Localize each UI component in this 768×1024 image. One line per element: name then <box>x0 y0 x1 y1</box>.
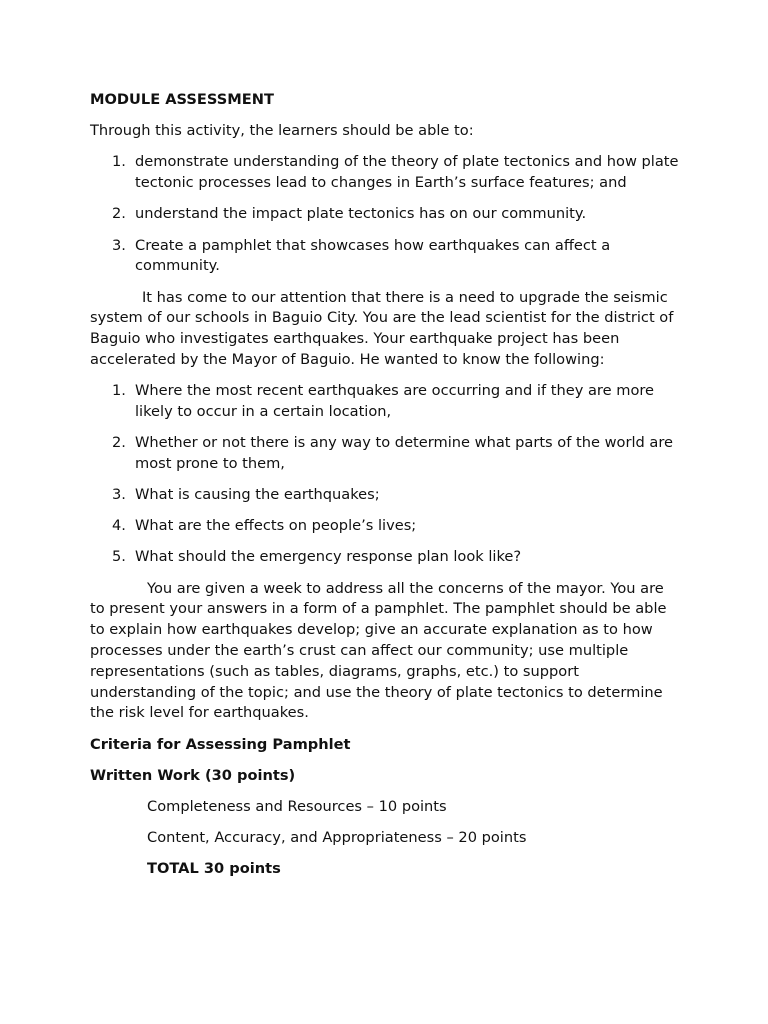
page-title: MODULE ASSESSMENT <box>90 91 274 108</box>
list-item <box>90 381 682 423</box>
list-number: 1. <box>112 382 126 400</box>
list-item-text: What are the effects on people’s lives; <box>135 517 417 535</box>
written-work-heading: Written Work (30 points) <box>90 766 296 784</box>
criteria-item-content: Content, Accuracy, and Appropriateness – 20 points <box>147 829 527 847</box>
task-paragraph: You are given a week to address all the concerns of the mayor. You are to present your answers in a form of a pamphlet. The pamphlet should be able to explain how earthquakes develop; give an accurate explanation as to how processes under the earth’s crust can affect our community; use multiple representations (such as tables, diagrams, graphs, etc.) to support understanding of the topic; and use the theory of plate tectonics to determine the risk level for earthquakes. <box>90 579 667 722</box>
list-item-text: What should the emergency response plan look like? <box>135 548 522 566</box>
list-item-text: Where the most recent earthquakes are occurring and if they are more likely to occur in a certain location, <box>135 382 655 420</box>
list-item <box>90 152 682 194</box>
criteria-item-completeness: Completeness and Resources – 10 points <box>147 797 447 815</box>
list-number: 1. <box>112 153 126 171</box>
criteria-heading: Criteria for Assessing Pamphlet <box>90 735 351 753</box>
list-item-text: Create a pamphlet that showcases how earthquakes can affect a community. <box>135 236 611 275</box>
document-page <box>90 90 682 891</box>
list-item <box>90 547 682 568</box>
questions-list <box>90 381 682 568</box>
intro-text: Through this activity, the learners should be able to: <box>90 122 474 140</box>
list-number: 2. <box>112 205 126 223</box>
list-item <box>90 236 682 278</box>
list-item-text: Whether or not there is any way to determine what parts of the world are most prone to them, <box>135 434 674 472</box>
scenario-paragraph: It has come to our attention that there is a need to upgrade the seismic system of our schools in Baguio City. You are the lead scientist for the district of Baguio who investigates earthquakes. Your earthquake project has been accelerated by the Mayor of Baguio. He wanted to know the following: <box>90 288 674 368</box>
objectives-list <box>90 152 682 277</box>
list-number: 3. <box>112 236 126 254</box>
total-points: TOTAL 30 points <box>147 860 281 878</box>
list-item <box>90 204 682 225</box>
list-number: 4. <box>112 517 126 535</box>
list-number: 2. <box>112 434 126 452</box>
list-number: 5. <box>112 548 126 566</box>
list-item-text: What is causing the earthquakes; <box>135 486 380 504</box>
list-number: 3. <box>112 486 126 504</box>
list-item-text: demonstrate understanding of the theory of plate tectonics and how plate tectonic processes lead to changes in Earth’s surface features; and <box>135 153 679 192</box>
list-item-text: understand the impact plate tectonics has on our community. <box>135 205 587 223</box>
list-item <box>90 516 682 537</box>
list-item <box>90 433 682 475</box>
list-item <box>90 485 682 506</box>
